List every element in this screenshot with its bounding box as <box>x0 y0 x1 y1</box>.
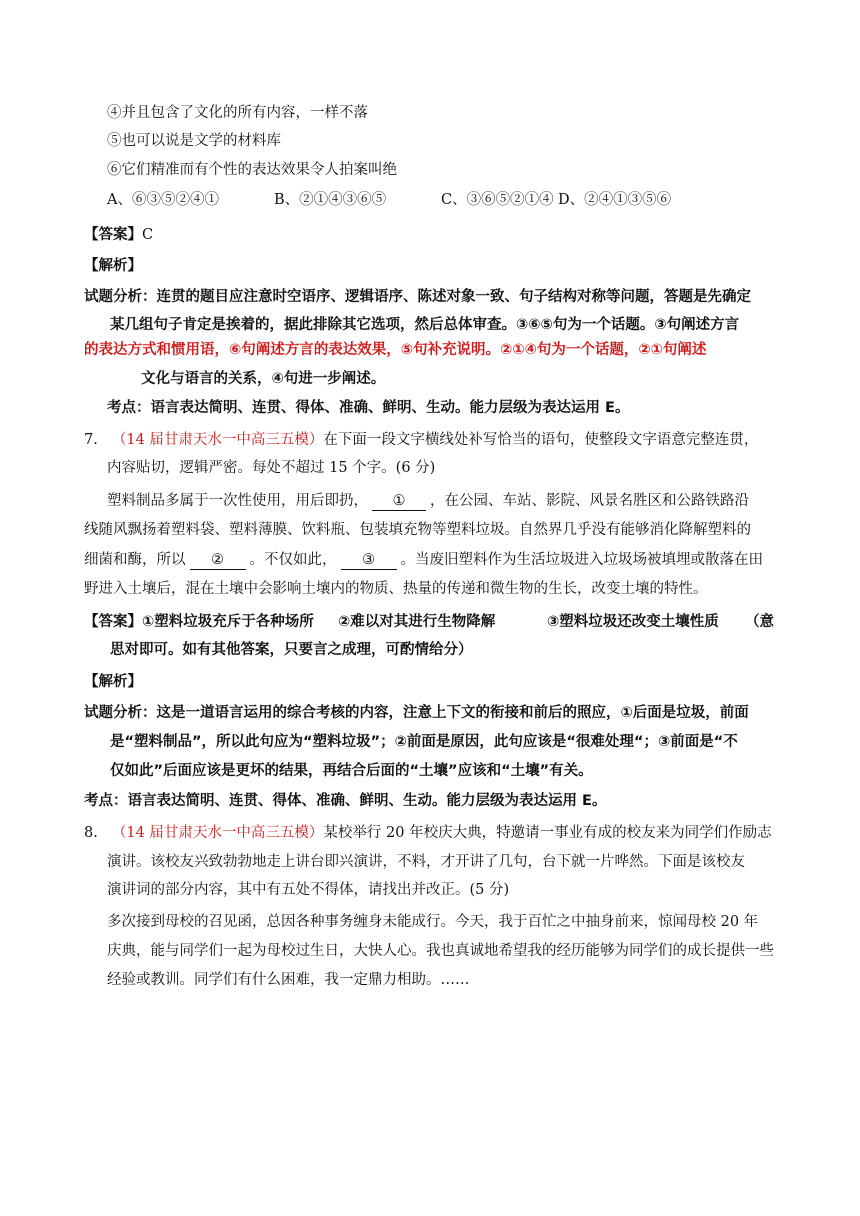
q7-answer-3: ③塑料垃圾还改变土壤性质 <box>547 614 719 630</box>
q6-analysis-line-3: 的表达方式和惯用语，⑥句阐述方言的表达效果，⑤句补充说明。②①④句为一个话题，②①句阐述 <box>84 342 707 358</box>
q7-para-line-1 <box>107 491 749 511</box>
q6-answer <box>84 225 153 245</box>
q7-analysis-line-1: 试题分析：这是一道语言运用的综合考核的内容，注意上下文的衔接和前后的照应，①后面是垃圾，前面 <box>84 705 749 721</box>
q8-stem-line-3: 演讲词的部分内容，其中有五处不得体，请找出并改正。(5 分) <box>107 882 510 898</box>
q7-analysis-line-2: 是“塑料制品”，所以此句应为“塑料垃圾”；②前面是原因，此句应该是“很难处理“；③前面是“不 <box>110 734 738 750</box>
q7-kaodian: 考点：语言表达简明、连贯、得体、准确、鲜明、生动。能力层级为表达运用 E。 <box>84 793 607 809</box>
q7-answer <box>84 612 774 632</box>
q7-para-3c: 。当废旧塑料作为生活垃圾进入垃圾场被填埋或散落在田 <box>400 552 763 568</box>
q8-speech-line-1: 多次接到母校的召见函，总因各种事务缠身未能成行。今天，我于百忙之中抽身前来，惊闻母校 20 年 <box>107 914 759 930</box>
q6-options <box>107 190 671 210</box>
q8-source: （14 届甘肃天水一中高三五模） <box>111 825 324 841</box>
q7-para-line-2: 线随风飘扬着塑料袋、塑料薄膜、饮料瓶、包装填充物等塑料垃圾。自然界几乎没有能够消化降解塑料的 <box>84 522 751 538</box>
q7-blank-3: ③ <box>341 551 397 570</box>
q7-stem-1: 在下面一段文字横线处补写恰当的语句，使整段文字语意完整连贯， <box>323 432 759 448</box>
q7-para-3b: 。不仅如此， <box>249 552 337 568</box>
q7-para-3a: 细菌和酶，所以 <box>84 552 186 568</box>
q7-blank-2: ② <box>190 551 246 570</box>
q8-stem-1: 某校举行 20 年校庆大典，特邀请一事业有成的校友来为同学们作励志 <box>323 825 772 841</box>
q7-para-line-3 <box>84 550 763 570</box>
q6-answer-label: 【答案】 <box>84 227 142 243</box>
q8-number: 8. <box>84 825 98 841</box>
q7-stem-line-2: 内容贴切，逻辑严密。每处不超过 15 个字。(6 分) <box>107 460 436 476</box>
q7-blank-1: ① <box>372 492 426 511</box>
q6-option-b: B、②①④③⑥⑤ <box>274 192 387 208</box>
q7-stem-line-1 <box>84 430 758 450</box>
q8-stem-line-1 <box>84 823 772 843</box>
q7-analysis-label: 【解析】 <box>84 674 142 690</box>
q7-para-1a: 塑料制品多属于一次性使用，用后即扔， <box>107 493 368 509</box>
q7-answer-label: 【答案】 <box>84 614 142 630</box>
q7-para-1b: ，在公园、车站、影院、风景名胜区和公路铁路沿 <box>430 493 749 509</box>
q8-speech-line-2: 庆典，能与同学们一起为母校过生日，大快人心。我也真诚地希望我的经历能够为同学们的成长提供一些 <box>107 943 774 959</box>
q7-answer-2: ②难以对其进行生物降解 <box>338 614 496 630</box>
q7-source: （14 届甘肃天水一中高三五模） <box>111 432 324 448</box>
q7-number: 7. <box>84 432 98 448</box>
q6-kaodian: 考点：语言表达简明、连贯、得体、准确、鲜明、生动。能力层级为表达运用 E。 <box>107 400 630 416</box>
q7-para-line-4: 野进入土壤后，混在土壤中会影响土壤内的物质、热量的传递和微生物的生长，改变土壤的特性。 <box>84 581 708 597</box>
q6-analysis-line-1: 试题分析：连贯的题目应注意时空语序、逻辑语序、陈述对象一致、句子结构对称等问题，答题是先确定 <box>84 289 751 305</box>
q7-answer-cont: 思对即可。如有其他答案，只要言之成理，可酌情给分） <box>110 642 473 658</box>
q6-analysis-line-4: 文化与语言的关系，④句进一步阐述。 <box>141 371 386 387</box>
q6-analysis-line-2: 某几组句子肯定是挨着的，据此排除其它选项，然后总体审查。③⑥⑤句为一个话题。③句阐述方言 <box>110 317 740 333</box>
q6-item-5: ⑤也可以说是文学的材料库 <box>107 133 281 149</box>
q6-option-a: A、⑥③⑤②④① <box>107 192 219 208</box>
q7-analysis-line-3: 仅如此”后面应该是更坏的结果，再结合后面的“土壤”应该和“土壤”有关。 <box>110 763 593 779</box>
q6-item-4: ④并且包含了文化的所有内容，一样不落 <box>107 105 368 121</box>
q7-answer-1: ①塑料垃圾充斥于各种场所 <box>142 614 314 630</box>
q6-option-d: D、②④①③⑤⑥ <box>558 192 672 208</box>
q8-stem-line-2: 演讲。该校友兴致勃勃地走上讲台即兴演讲，不料，才开讲了几句，台下就一片哗然。下面是该校友 <box>107 854 745 870</box>
q6-answer-value: C <box>142 227 154 243</box>
q6-item-6: ⑥它们精准而有个性的表达效果令人拍案叫绝 <box>107 162 397 178</box>
q6-analysis-label: 【解析】 <box>84 258 142 274</box>
q8-speech-line-3: 经验或教训。同学们有什么困难，我一定鼎力相助。…… <box>107 972 470 988</box>
q6-option-c: C、③⑥⑤②①④ <box>441 192 554 208</box>
q7-answer-4: （意 <box>745 614 774 630</box>
